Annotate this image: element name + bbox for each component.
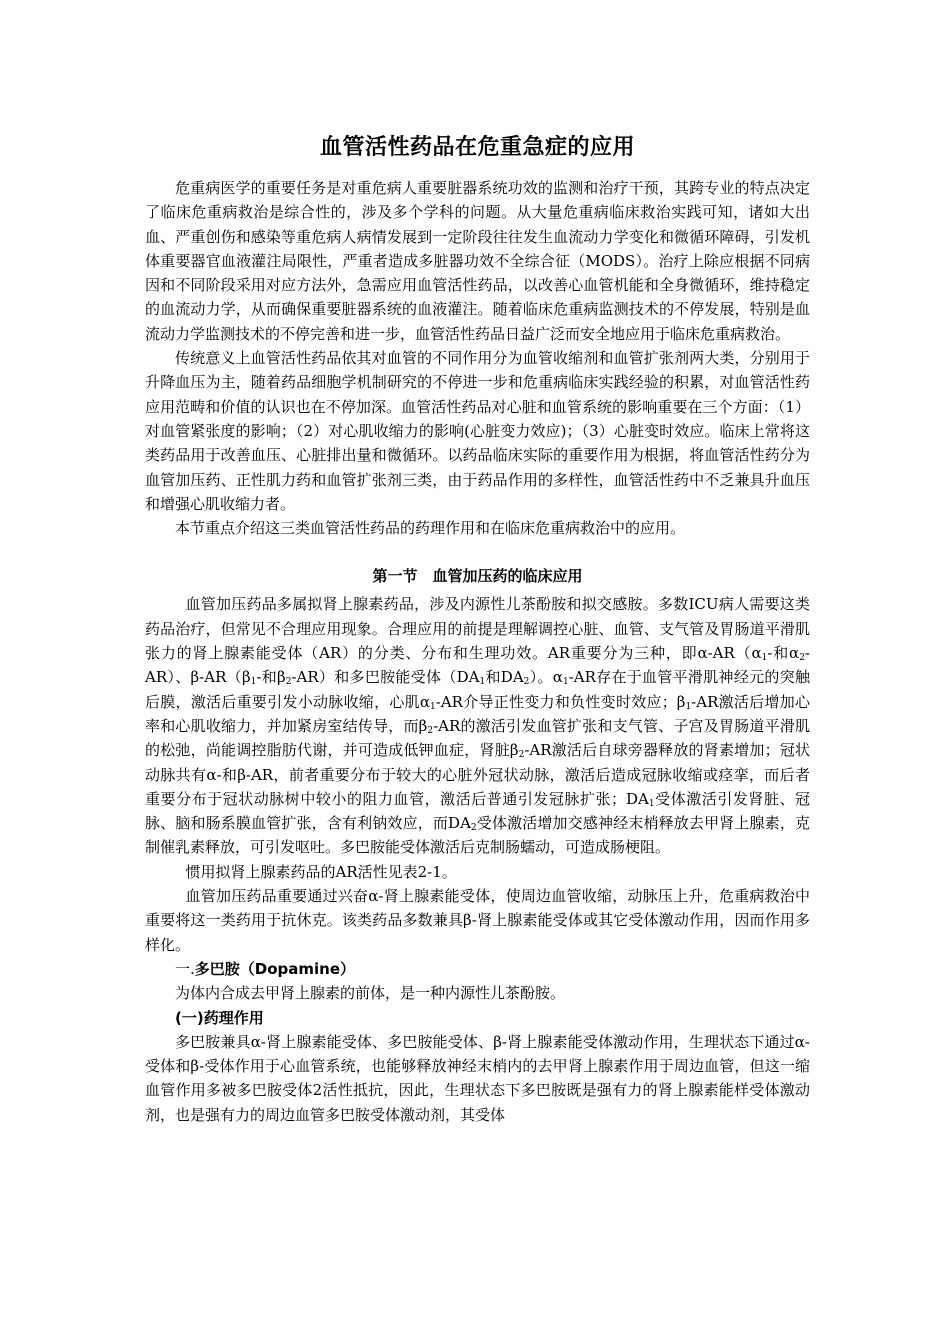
dopamine-heading: 一.多巴胺（Dopamine） <box>175 959 356 978</box>
vasopressor-paragraph: 血管加压药品重要通过兴奋α-肾上腺素能受体，使周边血管收缩，动脉压上升，危重病救治中重要将这一类药用于抗休克。该类药品多数兼具β-肾上腺素能受体或其它受体激动作用，因而作用多样化。 <box>145 887 810 954</box>
pharmacology-paragraph: 多巴胺兼具α-肾上腺素能受体、多巴胺能受体、β-肾上腺素能受体激动作用，生理状态下通过α-受体和β-受体作用于心血管系统，也能够释放神经末梢内的去甲肾上腺素作用于周边血管，但这一缩血管作用多被多巴胺受体2活性抵抗，因此，生理状态下多巴胺既是强有力的肾上腺素能样受体激动剂，也是强有力的周边血管多巴胺受体激动剂，其受体 <box>145 1032 810 1124</box>
section-heading: 第一节 血管加压药的临床应用 <box>372 567 583 586</box>
intro-paragraph-2: 传统意义上血管活性药品依其对血管的不同作用分为血管收缩剂和血管扩张剂两大类，分别用于升降血压为主，随着药品细胞学机制研究的不停进一步和危重病临床实践经验的积累，对血管活性药应用范畴和价值的认识也在不停加深。血管活性药品对心脏和血管系统的影响重要在三个方面：（1）对血管紧张度的影响；（2）对心肌收缩力的影响(心脏变力效应)；（3）心脏变时效应。临床上常将这类药品用于改善血压、心脏排出量和微循环。以药品临床实际的重要作用为根据，将血管活性药分为血管加压药、正性肌力药和血管扩张剂三类，由于药品作用的多样性，血管活性药中不乏兼具升血压和增强心肌收缩力者。 <box>145 349 810 513</box>
document-page <box>145 132 810 1127</box>
intro-paragraph-1: 危重病医学的重要任务是对重危病人重要脏器系统功效的监测和治疗干预，其跨专业的特点决定了临床危重病救治是综合性的，涉及多个学科的问题。从大量危重病临床救治实践可知，诸如大出血、严重创伤和感染等重危病人病情发展到一定阶段往往发生血流动力学变化和微循环障碍，引发机体重要器官血液灌注局限性，严重者造成多脏器功效不全综合征（MODS）。治疗上除应根据不同病因和不同阶段采用对应方法外，急需应用血管活性药品，以改善心血管机能和全身微循环，维持稳定的血流动力学，从而确保重要脏器系统的血液灌注。随着临床危重病监测技术的不停发展，特别是血流动力学监测技术的不停完善和进一步，血管活性药品日益广泛而安全地应用于临床危重病救治。 <box>145 179 810 343</box>
table-reference-paragraph: 惯用拟肾上腺素药品的AR活性见表2-1。 <box>185 862 457 881</box>
dopamine-intro-paragraph: 为体内合成去甲肾上腺素的前体，是一种内源性儿茶酚胺。 <box>175 984 566 1003</box>
document-title: 血管活性药品在危重急症的应用 <box>319 135 635 160</box>
receptor-paragraph: 血管加压药品多属拟肾上腺素药品，涉及内源性儿茶酚胺和拟交感胺。多数ICU病人需要这类药品治疗，但常见不合理应用现象。合理应用的前提是理解调控心脏、血管、支气管及胃肠道平滑肌张力的肾上腺素能受体（AR）的分类、分布和生理功效。AR重要分为三种，即$\alpha-AR(\alpha_1-$和$\alpha_2-AR$）、$\beta-AR(\beta_1-$和$\beta_2-AR$）和多巴胺能受体（$DA_1$和$DA_2$）。$\alpha_1-AR$存在于血管平滑肌神经元的突触后膜，激活后重要引发小动脉收缩，心肌$\alpha_1-AR$介导正性变力和负性变时效应；$\beta_1-AR$激活后增加心率和心肌收缩力，并加紧房室结传导，而$\beta_2-AR$的激活引发血管扩张和支气管、子宫及胃肠道平滑肌的松弛，尚能调控脂肪代谢，并可造成低钾血症，肾脏$\beta_2-AR$激活后自球旁器释放的肾素增加；冠状动脉共有α-和β-AR，前者重要分布于较大的心脏外冠状动脉，激活后造成冠脉收缩或痉挛，而后者重要分布于冠状动脉树中较小的阻力血管，激活后普通引发冠脉扩张；$DA_1$受体激活引发肾脏、冠脉、脑和肠系膜血管扩张，含有利钠效应，而$DA_2$受体激活增加交感神经末梢释放去甲肾上腺素，克制催乳素释放，可引发呕吐。多巴胺能受体激活后克制肠蠕动，可造成肠梗阻。 <box>145 595 811 857</box>
pharmacology-heading: (一)药理作用 <box>175 1008 264 1027</box>
intro-paragraph-3: 本节重点介绍这三类血管活性药品的药理作用和在临床危重病救治中的应用。 <box>175 519 686 538</box>
